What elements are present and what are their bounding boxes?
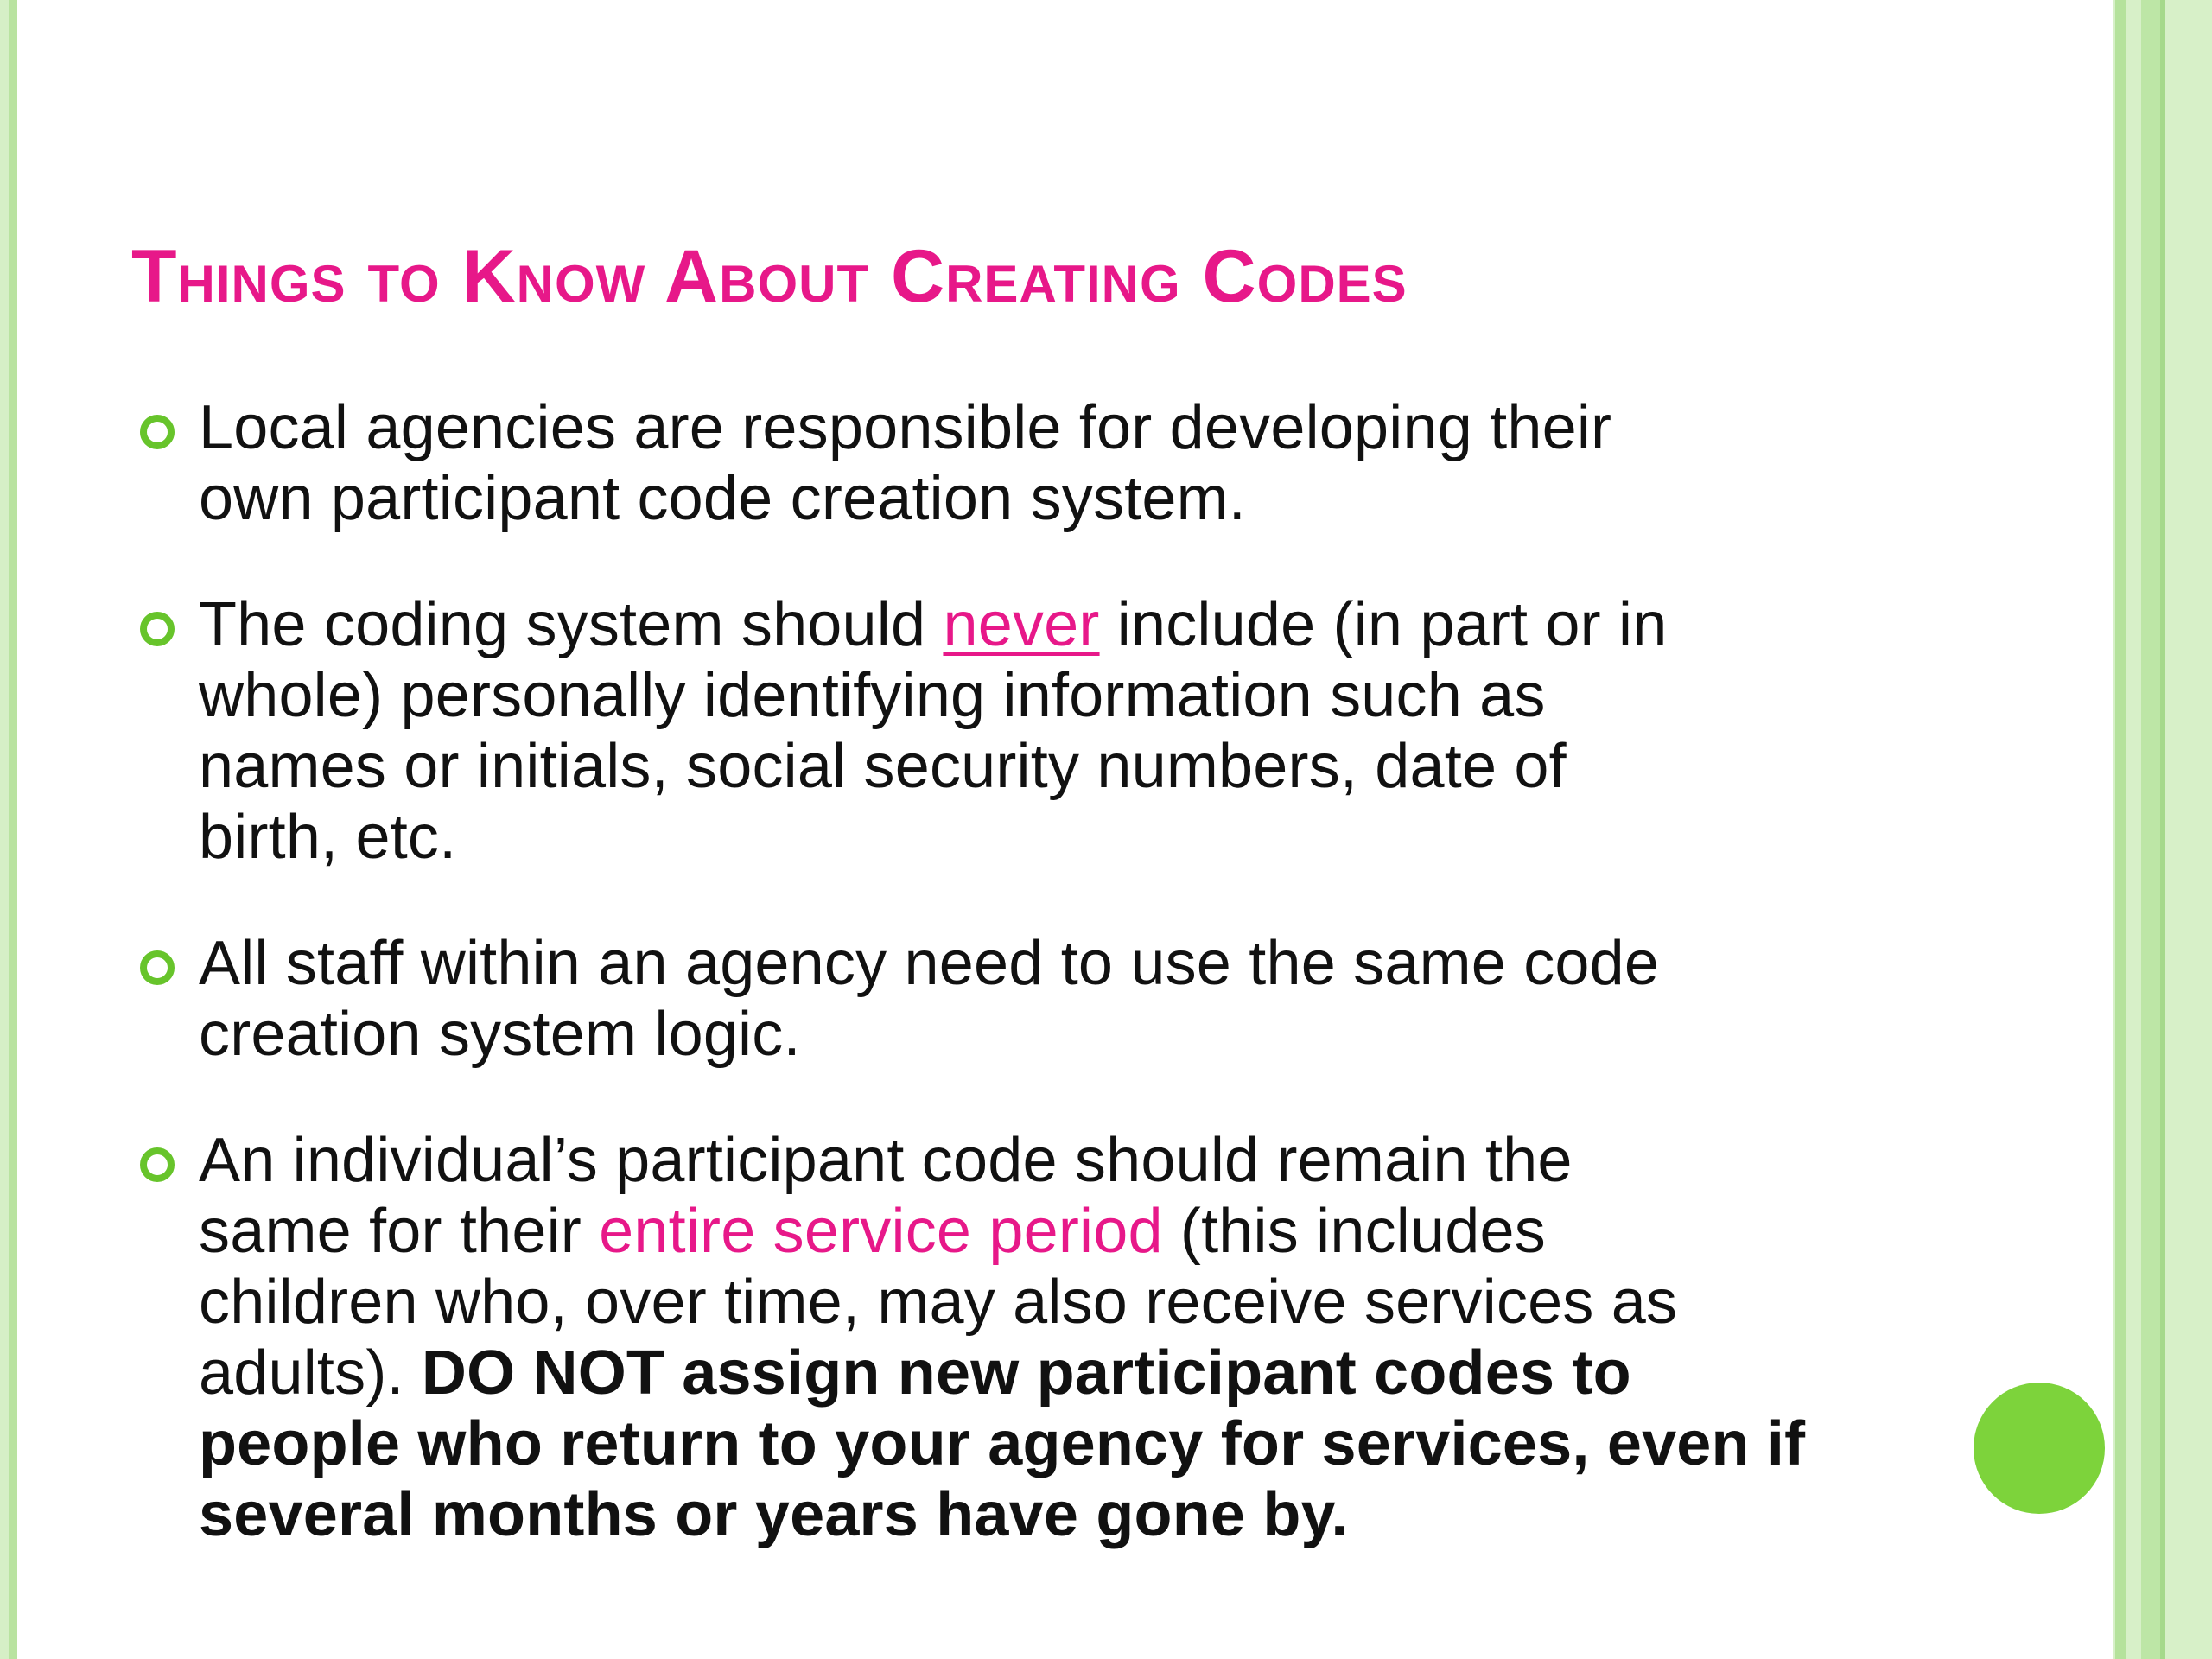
- bold-warning-line: several months or years have gone by.: [199, 1480, 1349, 1549]
- highlight-service-period: entire service period: [599, 1197, 1163, 1266]
- bullet-line: names or initials, social security numbers, date of: [199, 732, 1567, 801]
- bullet-line: creation system logic.: [199, 1000, 801, 1069]
- bullet-line: whole) personally identifying information such as: [199, 661, 1546, 730]
- bullet-text: (this includes: [1162, 1197, 1546, 1266]
- bullet-list: [130, 392, 1866, 1605]
- bullet-line: [199, 1196, 1866, 1267]
- bullet-line: children who, over time, may also receive services as: [199, 1268, 1678, 1337]
- left-border-inner: [9, 0, 17, 1659]
- bullet-line: [199, 1338, 1866, 1408]
- bold-warning-text: DO NOT assign new participant codes to: [421, 1338, 1631, 1408]
- bullet-line: own participant code creation system.: [199, 464, 1246, 533]
- bold-warning-line: people who return to your agency for services, even if: [199, 1409, 1806, 1478]
- hollow-circle-icon: [140, 950, 175, 985]
- slide-title: Things to Know About Creating Codes: [131, 235, 1408, 318]
- right-border-stripe: [2141, 0, 2160, 1659]
- bullet-item: [130, 589, 1866, 873]
- bullet-text: same for their: [199, 1197, 600, 1266]
- bullet-text: adults).: [199, 1338, 422, 1408]
- hollow-circle-icon: [140, 1147, 175, 1182]
- bullet-line: An individual’s participant code should remain the: [199, 1126, 1573, 1195]
- hollow-circle-icon: [140, 612, 175, 646]
- hollow-circle-icon: [140, 415, 175, 449]
- bullet-text: include (in part or in: [1099, 590, 1668, 659]
- bullet-line: All staff within an agency need to use the same code: [199, 929, 1660, 998]
- bullet-text: The coding system should: [199, 590, 944, 659]
- left-border-outer: [0, 0, 9, 1659]
- bullet-item: [130, 392, 1866, 534]
- bullet-line: Local agencies are responsible for developing their: [199, 393, 1612, 462]
- bullet-line: [199, 589, 1866, 660]
- bullet-line: birth, etc.: [199, 803, 457, 872]
- bullet-item: [130, 1125, 1866, 1550]
- right-border-stripe: [2115, 0, 2126, 1659]
- emphasis-never: never: [943, 590, 1100, 659]
- right-border-stripe: [2160, 0, 2165, 1659]
- filled-circle-icon: [1974, 1382, 2105, 1514]
- bullet-item: [130, 928, 1866, 1070]
